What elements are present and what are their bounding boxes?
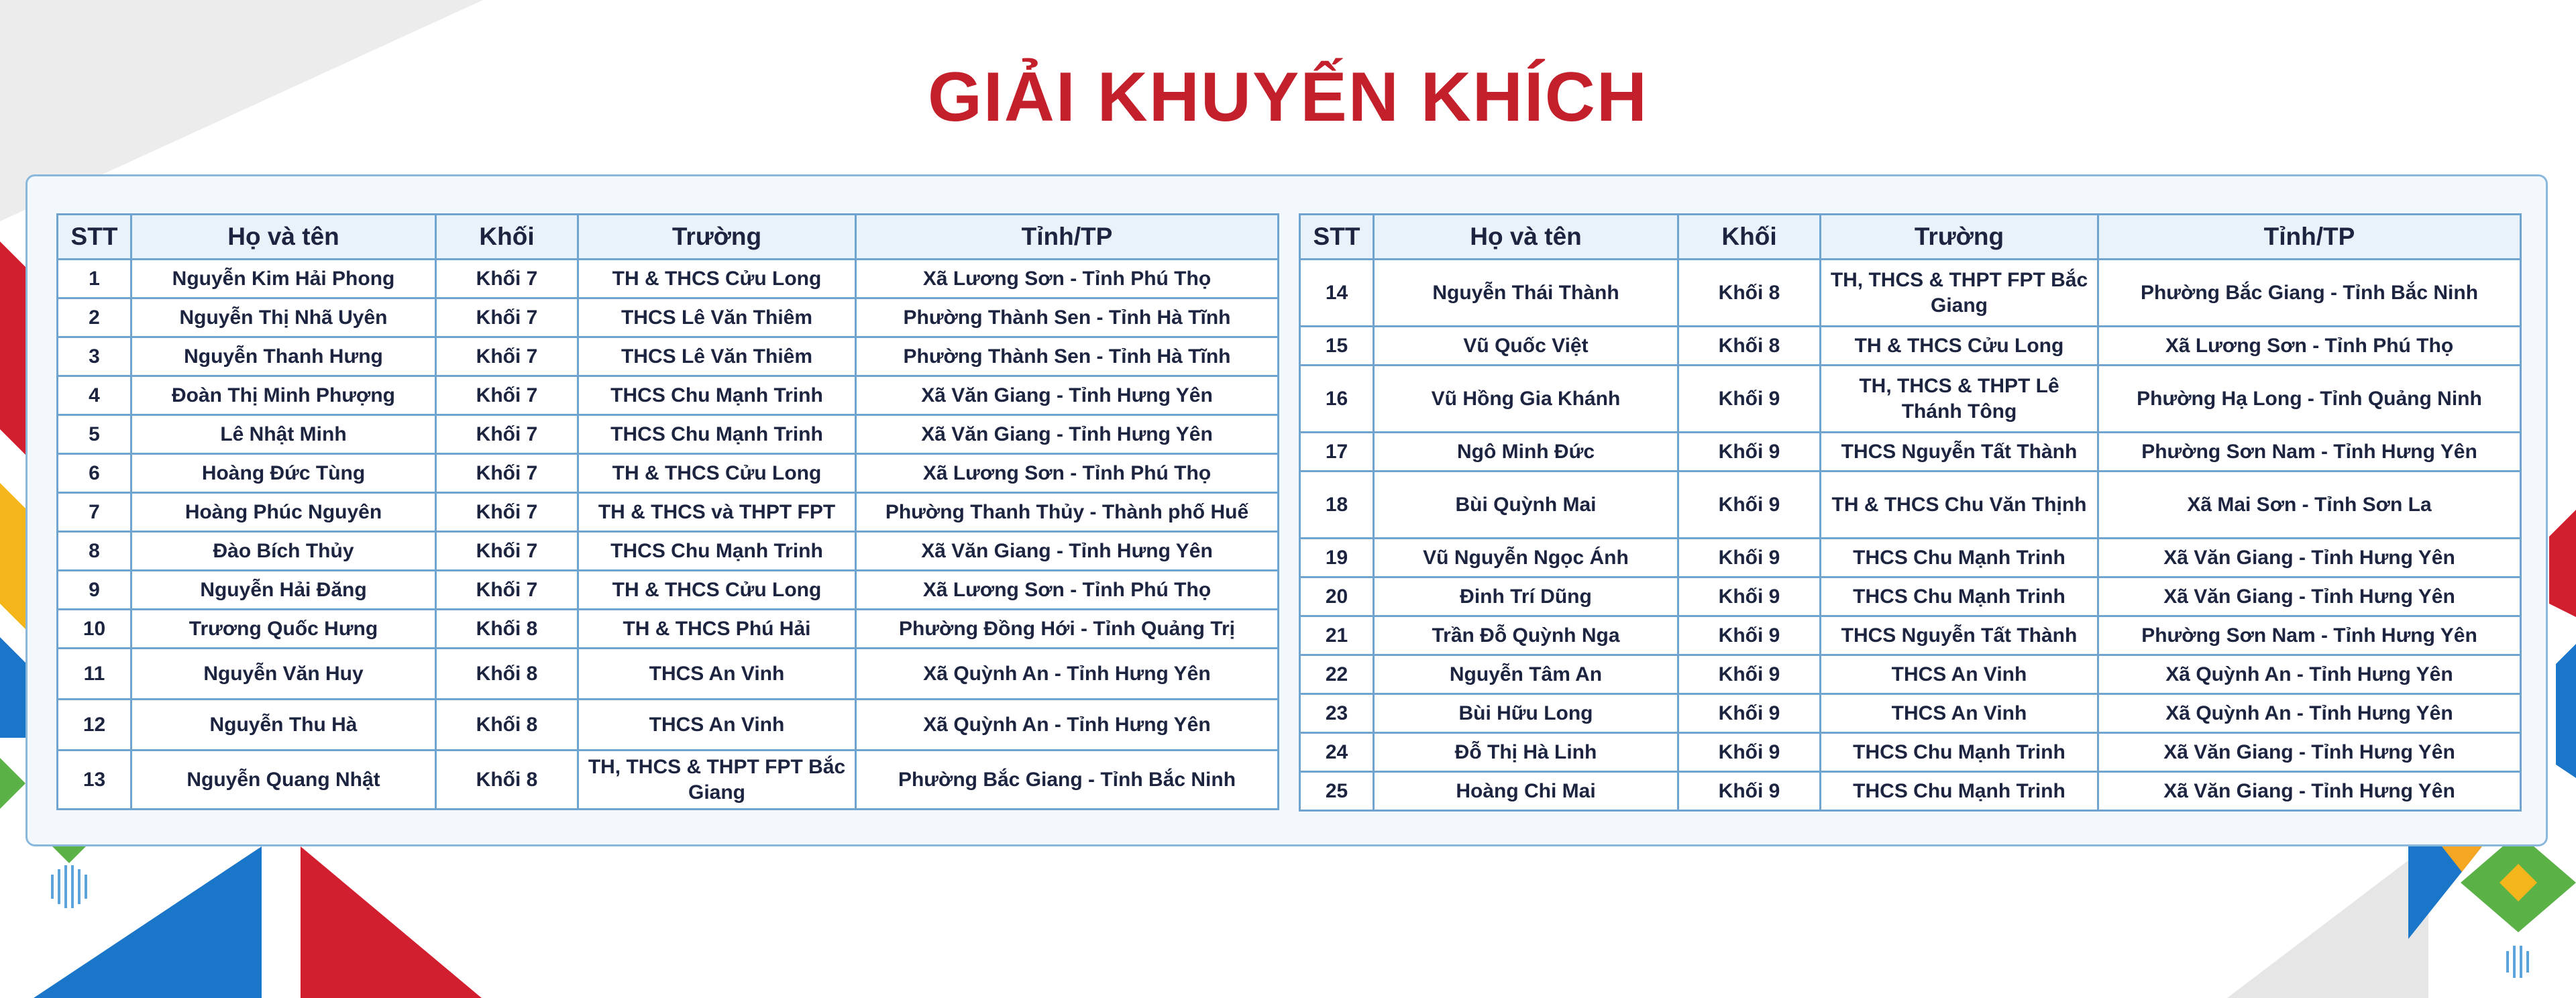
- cell-province: Xã Mai Sơn - Tỉnh Sơn La: [2098, 472, 2521, 539]
- cell-school: THCS Chu Mạnh Trinh: [1821, 539, 2098, 577]
- cell-school: THCS Chu Mạnh Trinh: [578, 415, 856, 454]
- cell-grade: Khối 7: [436, 298, 578, 337]
- cell-grade: Khối 7: [436, 493, 578, 532]
- cell-province: Phường Thành Sen - Tỉnh Hà Tĩnh: [856, 337, 1279, 376]
- cell-grade: Khối 7: [436, 260, 578, 298]
- cell-stt: 24: [1300, 733, 1374, 772]
- cell-name: Ngô Minh Đức: [1374, 433, 1678, 472]
- cell-name: Vũ Quốc Việt: [1374, 327, 1678, 366]
- results-panel: [25, 174, 2548, 846]
- table-header-row: [58, 215, 1279, 260]
- header-province: Tỉnh/TP: [856, 215, 1279, 260]
- cell-stt: 4: [58, 376, 131, 415]
- cell-name: Vũ Nguyễn Ngọc Ánh: [1374, 539, 1678, 577]
- cell-name: Hoàng Đức Tùng: [131, 454, 436, 493]
- cell-grade: Khối 7: [436, 337, 578, 376]
- table-row: [58, 751, 1279, 810]
- table-row: [1300, 577, 2521, 616]
- right-edge-red-shape: [2549, 510, 2576, 617]
- cell-province: Xã Văn Giang - Tỉnh Hưng Yên: [2098, 733, 2521, 772]
- cell-stt: 19: [1300, 539, 1374, 577]
- cell-province: Xã Văn Giang - Tỉnh Hưng Yên: [2098, 772, 2521, 811]
- cell-stt: 12: [58, 700, 131, 751]
- header-school: Trường: [1821, 215, 2098, 260]
- table-row: [58, 532, 1279, 571]
- cell-province: Phường Hạ Long - Tỉnh Quảng Ninh: [2098, 366, 2521, 433]
- table-row: [1300, 366, 2521, 433]
- cell-school: THCS Nguyễn Tất Thành: [1821, 433, 2098, 472]
- cell-grade: Khối 7: [436, 532, 578, 571]
- table-row: [1300, 616, 2521, 655]
- cell-stt: 18: [1300, 472, 1374, 539]
- cell-province: Xã Quỳnh An - Tỉnh Hưng Yên: [856, 649, 1279, 700]
- cell-province: Phường Sơn Nam - Tỉnh Hưng Yên: [2098, 433, 2521, 472]
- cell-school: TH & THCS và THPT FPT: [578, 493, 856, 532]
- cell-stt: 25: [1300, 772, 1374, 811]
- cell-province: Xã Quỳnh An - Tỉnh Hưng Yên: [2098, 694, 2521, 733]
- cell-grade: Khối 9: [1678, 577, 1821, 616]
- table-row: [1300, 433, 2521, 472]
- cell-name: Nguyễn Hải Đăng: [131, 571, 436, 610]
- cell-province: Xã Văn Giang - Tỉnh Hưng Yên: [856, 532, 1279, 571]
- cell-grade: Khối 9: [1678, 472, 1821, 539]
- cell-stt: 2: [58, 298, 131, 337]
- cell-school: TH & THCS Chu Văn Thịnh: [1821, 472, 2098, 539]
- cell-name: Nguyễn Thị Nhã Uyên: [131, 298, 436, 337]
- cell-school: TH & THCS Cửu Long: [578, 571, 856, 610]
- cell-province: Xã Lương Sơn - Tỉnh Phú Thọ: [856, 571, 1279, 610]
- cell-grade: Khối 9: [1678, 366, 1821, 433]
- cell-name: Trần Đỗ Quỳnh Nga: [1374, 616, 1678, 655]
- cell-name: Nguyễn Quang Nhật: [131, 751, 436, 810]
- cell-grade: Khối 7: [436, 454, 578, 493]
- left-edge-green-shape: [0, 758, 25, 809]
- cell-grade: Khối 7: [436, 571, 578, 610]
- bottom-left-red-triangle: [301, 846, 482, 998]
- cell-name: Hoàng Phúc Nguyên: [131, 493, 436, 532]
- cell-school: TH, THCS & THPT FPT Bắc Giang: [578, 751, 856, 810]
- cell-stt: 15: [1300, 327, 1374, 366]
- table-header-row: [1300, 215, 2521, 260]
- cell-name: Đinh Trí Dũng: [1374, 577, 1678, 616]
- cell-name: Trương Quốc Hưng: [131, 610, 436, 649]
- cell-grade: Khối 8: [1678, 260, 1821, 327]
- table-row: [58, 700, 1279, 751]
- left-edge-yellow-shape: [0, 483, 27, 630]
- cell-stt: 14: [1300, 260, 1374, 327]
- cell-school: THCS An Vinh: [578, 649, 856, 700]
- cell-school: THCS Lê Văn Thiêm: [578, 337, 856, 376]
- cell-name: Đào Bích Thủy: [131, 532, 436, 571]
- cell-stt: 6: [58, 454, 131, 493]
- table-row: [1300, 733, 2521, 772]
- cell-school: THCS Chu Mạnh Trinh: [578, 532, 856, 571]
- page-title: GIẢI KHUYẾN KHÍCH: [927, 58, 1649, 136]
- cell-school: THCS An Vinh: [578, 700, 856, 751]
- cell-name: Hoàng Chi Mai: [1374, 772, 1678, 811]
- cell-school: THCS Nguyễn Tất Thành: [1821, 616, 2098, 655]
- cell-grade: Khối 8: [1678, 327, 1821, 366]
- cell-school: THCS Lê Văn Thiêm: [578, 298, 856, 337]
- cell-name: Lê Nhật Minh: [131, 415, 436, 454]
- cell-name: Vũ Hồng Gia Khánh: [1374, 366, 1678, 433]
- bottom-right-sound-wave-icon: [2508, 946, 2528, 978]
- cell-name: Nguyễn Thanh Hưng: [131, 337, 436, 376]
- cell-school: TH & THCS Cửu Long: [1821, 327, 2098, 366]
- table-row: [1300, 772, 2521, 811]
- bottom-left-sound-wave-icon: [52, 865, 86, 908]
- cell-province: Phường Sơn Nam - Tỉnh Hưng Yên: [2098, 616, 2521, 655]
- header-stt: STT: [1300, 215, 1374, 260]
- cell-grade: Khối 9: [1678, 655, 1821, 694]
- table-row: [58, 298, 1279, 337]
- cell-stt: 20: [1300, 577, 1374, 616]
- header-province: Tỉnh/TP: [2098, 215, 2521, 260]
- cell-grade: Khối 8: [436, 610, 578, 649]
- cell-grade: Khối 8: [436, 700, 578, 751]
- cell-stt: 7: [58, 493, 131, 532]
- cell-name: Nguyễn Tâm An: [1374, 655, 1678, 694]
- header-school: Trường: [578, 215, 856, 260]
- left-edge-blue-shape: [0, 637, 27, 738]
- cell-stt: 8: [58, 532, 131, 571]
- right-edge-blue-shape: [2556, 644, 2576, 778]
- cell-stt: 17: [1300, 433, 1374, 472]
- cell-name: Bùi Hữu Long: [1374, 694, 1678, 733]
- cell-name: Đỗ Thị Hà Linh: [1374, 733, 1678, 772]
- cell-name: Nguyễn Thu Hà: [131, 700, 436, 751]
- bottom-left-green-triangle: [52, 846, 86, 863]
- results-table-left: [56, 213, 1279, 810]
- table-row: [1300, 260, 2521, 327]
- cell-name: Nguyễn Văn Huy: [131, 649, 436, 700]
- cell-school: THCS Chu Mạnh Trinh: [1821, 772, 2098, 811]
- cell-stt: 10: [58, 610, 131, 649]
- results-table-right: [1299, 213, 2522, 812]
- cell-province: Phường Thành Sen - Tỉnh Hà Tĩnh: [856, 298, 1279, 337]
- cell-province: Xã Lương Sơn - Tỉnh Phú Thọ: [856, 454, 1279, 493]
- cell-stt: 5: [58, 415, 131, 454]
- cell-province: Phường Bắc Giang - Tỉnh Bắc Ninh: [2098, 260, 2521, 327]
- cell-province: Xã Quỳnh An - Tỉnh Hưng Yên: [2098, 655, 2521, 694]
- cell-province: Xã Lương Sơn - Tỉnh Phú Thọ: [2098, 327, 2521, 366]
- cell-stt: 1: [58, 260, 131, 298]
- cell-school: TH & THCS Cửu Long: [578, 454, 856, 493]
- table-body-right: [1300, 260, 2521, 811]
- cell-grade: Khối 9: [1678, 694, 1821, 733]
- cell-province: Xã Lương Sơn - Tỉnh Phú Thọ: [856, 260, 1279, 298]
- cell-stt: 13: [58, 751, 131, 810]
- cell-stt: 22: [1300, 655, 1374, 694]
- cell-province: Phường Thanh Thủy - Thành phố Huế: [856, 493, 1279, 532]
- cell-grade: Khối 9: [1678, 772, 1821, 811]
- cell-school: TH & THCS Cửu Long: [578, 260, 856, 298]
- header-name: Họ và tên: [131, 215, 436, 260]
- cell-province: Phường Đồng Hới - Tỉnh Quảng Trị: [856, 610, 1279, 649]
- table-row: [1300, 694, 2521, 733]
- cell-grade: Khối 9: [1678, 433, 1821, 472]
- cell-school: THCS An Vinh: [1821, 694, 2098, 733]
- cell-grade: Khối 8: [436, 751, 578, 810]
- header-stt: STT: [58, 215, 131, 260]
- cell-grade: Khối 8: [436, 649, 578, 700]
- cell-province: Xã Văn Giang - Tỉnh Hưng Yên: [856, 415, 1279, 454]
- cell-grade: Khối 7: [436, 415, 578, 454]
- cell-grade: Khối 9: [1678, 616, 1821, 655]
- cell-school: THCS Chu Mạnh Trinh: [1821, 577, 2098, 616]
- table-row: [58, 493, 1279, 532]
- cell-school: THCS An Vinh: [1821, 655, 2098, 694]
- cell-school: TH & THCS Phú Hải: [578, 610, 856, 649]
- cell-province: Xã Văn Giang - Tỉnh Hưng Yên: [2098, 577, 2521, 616]
- table-row: [58, 649, 1279, 700]
- header-name: Họ và tên: [1374, 215, 1678, 260]
- table-row: [58, 260, 1279, 298]
- bottom-left-blue-triangle: [34, 846, 262, 998]
- cell-province: Phường Bắc Giang - Tỉnh Bắc Ninh: [856, 751, 1279, 810]
- cell-stt: 21: [1300, 616, 1374, 655]
- cell-school: THCS Chu Mạnh Trinh: [1821, 733, 2098, 772]
- cell-name: Bùi Quỳnh Mai: [1374, 472, 1678, 539]
- table-row: [58, 610, 1279, 649]
- table-row: [58, 571, 1279, 610]
- cell-grade: Khối 9: [1678, 539, 1821, 577]
- table-row: [1300, 327, 2521, 366]
- cell-school: TH, THCS & THPT FPT Bắc Giang: [1821, 260, 2098, 327]
- cell-province: Xã Văn Giang - Tỉnh Hưng Yên: [856, 376, 1279, 415]
- header-grade: Khối: [436, 215, 578, 260]
- table-row: [58, 415, 1279, 454]
- cell-stt: 23: [1300, 694, 1374, 733]
- cell-name: Nguyễn Kim Hải Phong: [131, 260, 436, 298]
- cell-stt: 9: [58, 571, 131, 610]
- table-row: [58, 337, 1279, 376]
- table-row: [58, 454, 1279, 493]
- table-body-left: [58, 260, 1279, 810]
- cell-school: TH, THCS & THPT Lê Thánh Tông: [1821, 366, 2098, 433]
- cell-school: THCS Chu Mạnh Trinh: [578, 376, 856, 415]
- header-grade: Khối: [1678, 215, 1821, 260]
- table-row: [1300, 472, 2521, 539]
- cell-stt: 11: [58, 649, 131, 700]
- cell-province: Xã Quỳnh An - Tỉnh Hưng Yên: [856, 700, 1279, 751]
- corner-gray-triangle-bottom-right: [2227, 845, 2428, 998]
- table-row: [1300, 539, 2521, 577]
- cell-grade: Khối 7: [436, 376, 578, 415]
- cell-grade: Khối 9: [1678, 733, 1821, 772]
- table-row: [1300, 655, 2521, 694]
- table-row: [58, 376, 1279, 415]
- cell-stt: 3: [58, 337, 131, 376]
- cell-province: Xã Văn Giang - Tỉnh Hưng Yên: [2098, 539, 2521, 577]
- cell-name: Nguyễn Thái Thành: [1374, 260, 1678, 327]
- left-edge-red-shape: [0, 241, 27, 456]
- cell-stt: 16: [1300, 366, 1374, 433]
- cell-name: Đoàn Thị Minh Phượng: [131, 376, 436, 415]
